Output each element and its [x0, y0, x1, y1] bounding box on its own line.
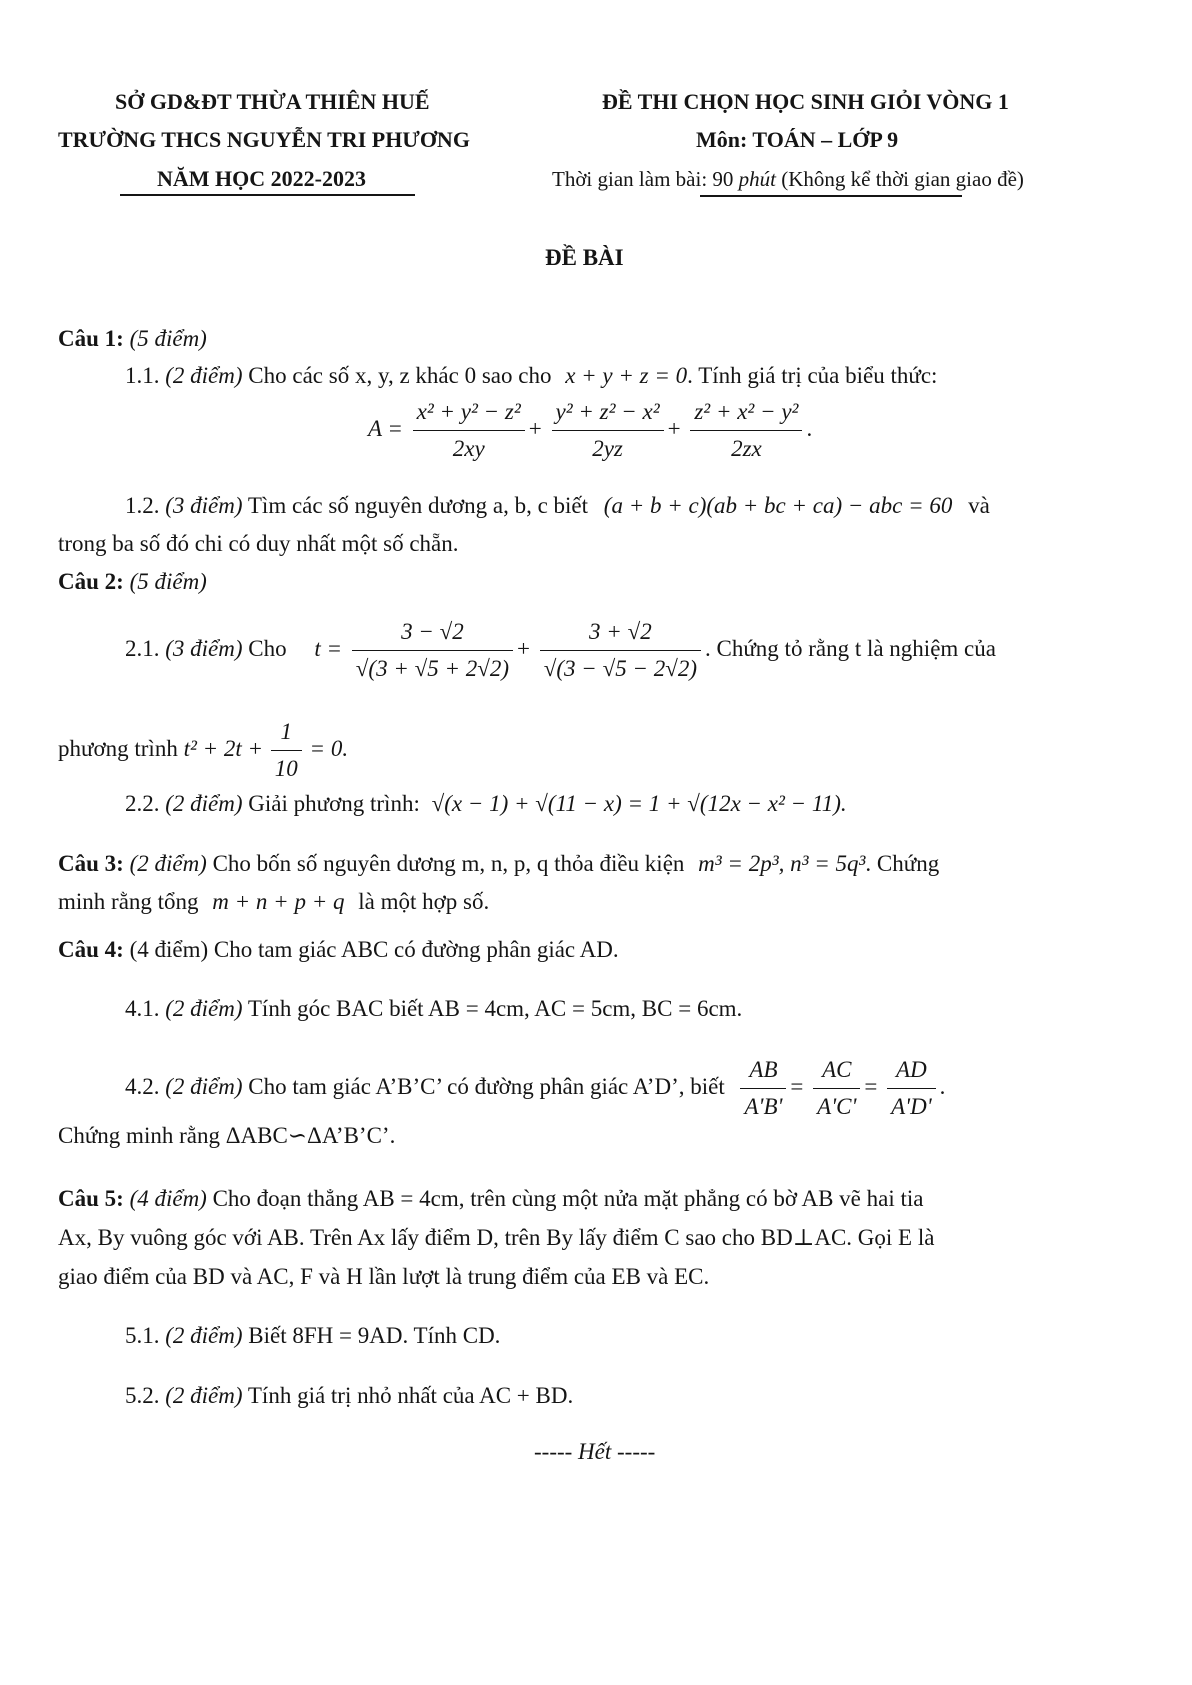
q2-points: (5 điểm) [129, 569, 207, 594]
ratio-2-den: A'C' [817, 1094, 857, 1119]
q2-heading [58, 568, 207, 596]
q2-2-equation: √(x − 1) + √(11 − x) = 1 + √(12x − x² − 11). [431, 791, 847, 816]
header-dept: SỞ GD&ĐT THỪA THIÊN HUẾ [115, 89, 430, 114]
q5-line2: Ax, By vuông góc với AB. Trên Ax lấy điểm D, trên By lấy điểm C sao cho BD⊥AC. Gọi E là [58, 1225, 935, 1250]
q2-1-text: Cho [248, 635, 287, 661]
fraction-2 [552, 398, 664, 463]
q5-line1 [58, 1185, 923, 1213]
header-school: TRƯỜNG THCS NGUYỄN TRI PHƯƠNG [58, 127, 470, 152]
q4-1-line [125, 995, 742, 1023]
ratio-1-den: A'B' [744, 1094, 783, 1119]
q3-line2 [58, 888, 489, 916]
q4-heading [58, 936, 619, 964]
q1-points: (5 điểm) [129, 326, 207, 351]
q1-2-tail: và [968, 493, 990, 518]
q3-tail: . Chứng [865, 851, 940, 876]
q1-heading [58, 325, 207, 353]
time-value: 90 [712, 167, 734, 191]
t-fraction-2 [540, 618, 701, 683]
q2-1-points: (3 điểm) [165, 635, 243, 661]
ratio-3 [887, 1056, 936, 1121]
time-note: (Không kể thời gian giao đề) [781, 167, 1024, 191]
q2-label: Câu 2: [58, 569, 124, 594]
q4-1-text: Tính góc BAC biết AB = 4cm, AC = 5cm, BC = 6cm. [247, 996, 743, 1021]
q5-line3: giao điểm của BD và AC, F và H lần lượt là trung điểm của EB và EC. [58, 1264, 710, 1289]
eq-part1: t² + 2t + [183, 735, 264, 761]
exam-title: ĐỀ THI CHỌN HỌC SINH GIỎI VÒNG 1 [602, 89, 1009, 114]
section-title: ĐỀ BÀI [545, 245, 624, 270]
q2-2-num: 2.2. [125, 791, 160, 816]
q4-2-points: (2 điểm) [165, 1073, 243, 1099]
q1-2-num: 1.2. [125, 493, 160, 518]
q1-1-condition: x + y + z = 0 [565, 363, 688, 388]
q1-1-num: 1.1. [125, 363, 160, 388]
q2-1-tail: . Chứng tỏ rằng t là nghiệm của [705, 635, 996, 661]
header-left-rule [120, 194, 415, 196]
q5-label: Câu 5: [58, 1186, 124, 1211]
time-label: Thời gian làm bài: [552, 167, 708, 191]
expr-lhs: A = [368, 415, 403, 441]
header-year: NĂM HỌC 2022-2023 [157, 166, 366, 191]
eq-fraction [271, 718, 302, 783]
q3-line2-expr: m + n + p + q [212, 889, 345, 914]
exam-time [552, 165, 1024, 193]
q2-1-num: 2.1. [125, 635, 160, 661]
t-fraction-2-num: 3 + √2 [540, 618, 701, 651]
q5-line1-text: Cho đoạn thẳng AB = 4cm, trên cùng một nửa mặt phẳng có bờ AB vẽ hai tia [212, 1186, 924, 1211]
time-unit: phút [738, 167, 776, 191]
fraction-3-num: z² + x² − y² [690, 398, 802, 431]
ratio-1-num: AB [740, 1056, 786, 1089]
q4-2-text: Cho tam giác A’B’C’ có đường phân giác A’D’, biết [248, 1073, 725, 1099]
q4-1-num: 4.1. [125, 996, 160, 1021]
q2-2-points: (2 điểm) [165, 791, 243, 816]
q2-2-line [125, 790, 847, 818]
q3-line2-b: là một hợp số. [358, 889, 490, 914]
t-fraction-1-den: √(3 + √5 + 2√2) [355, 656, 510, 681]
q5-1-line [125, 1322, 500, 1350]
exam-subject: Môn: TOÁN – LỚP 9 [696, 127, 899, 152]
q1-2-line [125, 492, 990, 520]
q2-1-line2 [58, 718, 348, 783]
eq-fraction-num: 1 [271, 718, 302, 751]
ratio-3-num: AD [887, 1056, 936, 1089]
q2-1-line2-text: phương trình [58, 735, 178, 761]
q3-line1 [58, 850, 939, 878]
q1-2-equation: (a + b + c)(ab + bc + ca) − abc = 60 [603, 493, 953, 518]
q2-1-line: 2.1. (3 điểm) Cho t = $\frac{3 - √2}{√(3 + √5 + 2√2)}$ + $\frac{3 + √2}{√(3 - √5 - 2√2)}$ . Chứng tỏ rằng t là nghiệm của [125, 619, 996, 681]
ratio-2-num: AC [813, 1056, 860, 1089]
q1-1-tail: . Tính giá trị của biểu thức: [687, 363, 938, 388]
q5-points: (4 điểm) [129, 1186, 207, 1211]
fraction-2-den: 2yz [592, 436, 623, 461]
q1-2-text: Tìm các số nguyên dương a, b, c biết [247, 493, 589, 518]
q3-label: Câu 3: [58, 851, 124, 876]
t-fraction-1-num: 3 − √2 [352, 618, 513, 651]
eq-fraction-den: 10 [274, 756, 298, 781]
header-right-rule [700, 195, 962, 197]
q1-2-points: (3 điểm) [165, 493, 243, 518]
fraction-1-num: x² + y² − z² [413, 398, 525, 431]
q2-2-text: Giải phương trình: [248, 791, 420, 816]
q1-1-text: Cho các số x, y, z khác 0 sao cho [248, 363, 552, 388]
q3-condition: m³ = 2p³, n³ = 5q³ [698, 851, 866, 876]
q1-1-line [125, 362, 937, 390]
q4-2-line2: Chứng minh rằng ΔABC∽ΔA’B’C’. [58, 1123, 396, 1148]
q5-1-points: (2 điểm) [165, 1323, 243, 1348]
q3-line2-a: minh rằng tổng [58, 889, 199, 914]
q5-2-points: (2 điểm) [165, 1383, 243, 1408]
fraction-1-den: 2xy [452, 436, 485, 461]
end-mark: ----- Hết ----- [534, 1439, 656, 1464]
q4-2-line: 4.2. (2 điểm) Cho tam giác A’B’C’ có đường phân giác A’D’, biết $\frac{AB}{A'B'}$ = $\frac{AC}{A'C'}$ = $\frac{AD}{A'D'}$ . [125, 1057, 946, 1119]
t-fraction-2-den: √(3 − √5 − 2√2) [543, 656, 697, 681]
q5-1-text: Biết 8FH = 9AD. Tính CD. [248, 1323, 501, 1348]
q4-label: Câu 4: [58, 937, 124, 962]
q5-1-num: 5.1. [125, 1323, 160, 1348]
t-lhs: t = [314, 635, 343, 661]
q4-2-num: 4.2. [125, 1073, 160, 1099]
q4-1-points: (2 điểm) [165, 996, 243, 1021]
ratio-2 [813, 1056, 860, 1121]
fraction-3 [690, 398, 802, 463]
ratio-1 [740, 1056, 786, 1121]
fraction-3-den: 2zx [731, 436, 762, 461]
t-fraction-1 [352, 618, 513, 683]
ratio-3-den: A'D' [891, 1094, 932, 1119]
q1-1-points: (2 điểm) [165, 363, 243, 388]
eq-part2: = 0. [309, 735, 349, 761]
q3-points: (2 điểm) [129, 851, 207, 876]
q5-2-text: Tính giá trị nhỏ nhất của AC + BD. [247, 1383, 574, 1408]
fraction-1 [413, 398, 525, 463]
q5-2-line [125, 1382, 573, 1410]
q3-text: Cho bốn số nguyên dương m, n, p, q thỏa điều kiện [212, 851, 685, 876]
q1-expression: A = $\frac{\text{x² + y² − z²}}{2xy}$ + $\frac{\text{y² + z² − x²}}{2yz}$ + $\frac{\text{z² + x² − y²}}{2zx}$ . [368, 399, 813, 461]
q5-2-num: 5.2. [125, 1383, 160, 1408]
fraction-2-num: y² + z² − x² [552, 398, 664, 431]
q4-text: (4 điểm) Cho tam giác ABC có đường phân giác AD. [129, 937, 619, 962]
q1-label: Câu 1: [58, 326, 124, 351]
q1-2-line2: trong ba số đó chi có duy nhất một số chẵn. [58, 531, 459, 556]
